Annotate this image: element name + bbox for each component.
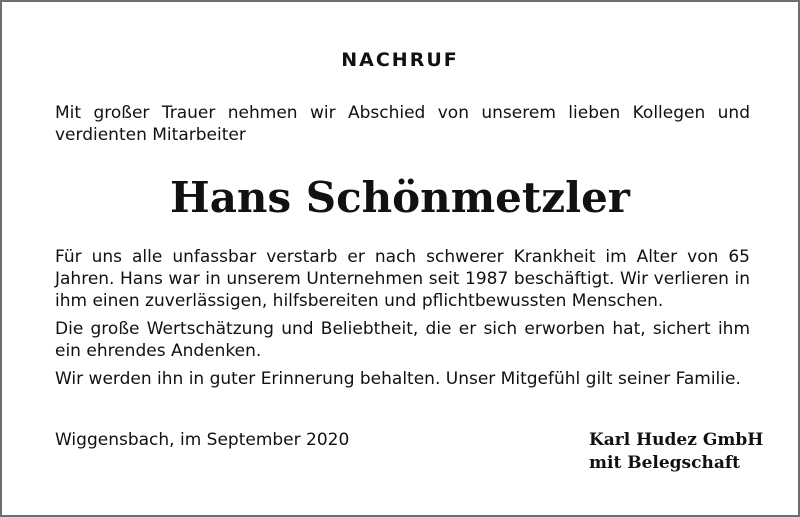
notice-heading: NACHRUF bbox=[341, 49, 459, 71]
signature-staff: mit Belegschaft bbox=[589, 453, 741, 473]
body-paragraph: Die große Wertschätzung und Beliebtheit, die er sich erworben hat, sichert ihm ein ehrendes Andenken. bbox=[55, 319, 750, 361]
signature-block bbox=[589, 429, 763, 475]
deceased-name: Hans Schönmetzler bbox=[170, 173, 630, 222]
place-and-date: Wiggensbach, im September 2020 bbox=[55, 430, 350, 450]
signature-company: Karl Hudez GmbH bbox=[589, 430, 764, 450]
notice-body bbox=[55, 246, 750, 396]
body-paragraph: Wir werden ihn in guter Erinnerung behalten. Unser Mitgefühl gilt seiner Familie. bbox=[55, 369, 741, 389]
intro-text: Mit großer Trauer nehmen wir Abschied von unserem lieben Kollegen und verdienten Mitarbeiter bbox=[55, 103, 750, 145]
body-paragraph: Für uns alle unfassbar verstarb er nach schwerer Krankheit im Alter von 65 Jahren. Hans war in unserem Unternehmen seit 1987 beschäftigt. Wir verlieren in ihm einen zuverlässigen, hilfsbereiten und pflichtbewussten Menschen. bbox=[55, 247, 750, 311]
